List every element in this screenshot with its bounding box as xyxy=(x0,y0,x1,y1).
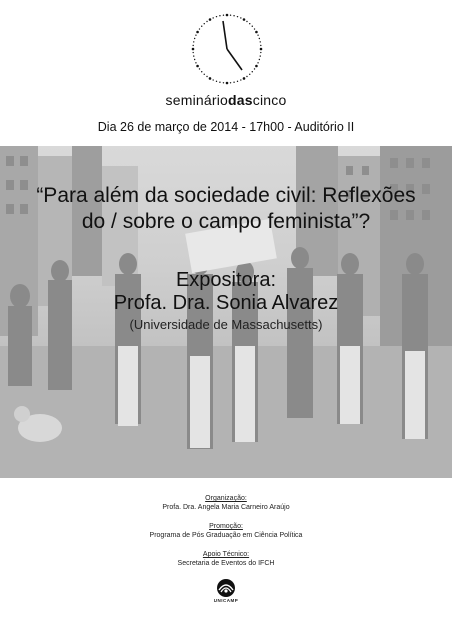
credit-organizacao-value: Profa. Dra. Angela Maria Carneiro Araújo xyxy=(162,504,290,511)
credit-organizacao xyxy=(0,494,452,512)
credit-apoio-value: Secretaria de Eventos do IFCH xyxy=(177,560,275,567)
clock-logo-icon xyxy=(190,12,264,86)
credit-organizacao-label: Organização: xyxy=(205,495,247,502)
speaker-name: Profa. Dra. Sonia Alvarez xyxy=(113,292,339,314)
speaker-role: Expositora: xyxy=(175,269,277,291)
credit-promocao-label: Promoção: xyxy=(209,523,243,530)
brand-name xyxy=(0,92,452,108)
credit-apoio-label: Apoio Técnico: xyxy=(202,551,250,558)
talk-title-line-2: do / sobre o campo feminista”? xyxy=(81,210,371,233)
brand-part-3: cinco xyxy=(252,92,287,108)
unicamp-logo-text: UNICAMP xyxy=(213,598,239,603)
event-date-line: Dia 26 de março de 2014 - 17h00 - Auditório II xyxy=(97,120,355,134)
brand-part-2: das xyxy=(228,92,253,108)
brand-part-1: seminário xyxy=(165,92,229,108)
credit-promocao xyxy=(0,522,452,540)
talk-title-line-1: “Para além da sociedade civil: Reflexões xyxy=(36,184,416,207)
unicamp-logo-icon xyxy=(213,578,239,598)
speaker-affiliation: (Universidade de Massachusetts) xyxy=(129,317,323,332)
credit-apoio xyxy=(0,550,452,568)
talk-title xyxy=(20,183,432,235)
credit-promocao-value: Programa de Pós Graduação em Ciência Política xyxy=(149,532,303,539)
